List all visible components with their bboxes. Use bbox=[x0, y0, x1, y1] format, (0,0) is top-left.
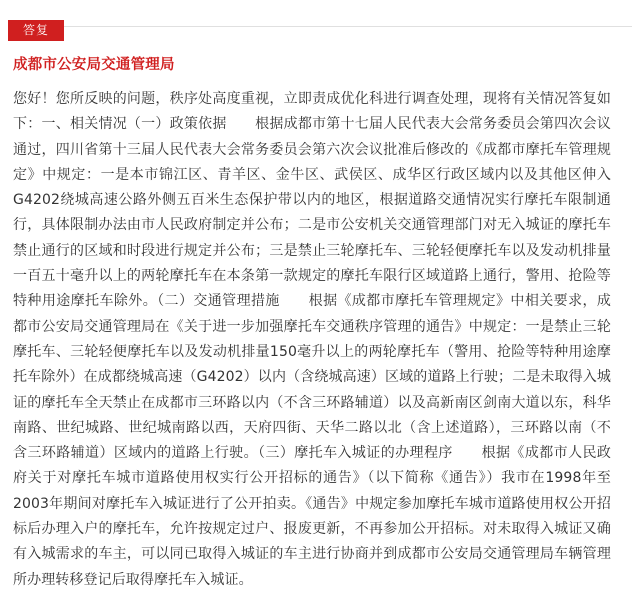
org-name: 成都市公安局交通管理局 bbox=[13, 57, 175, 73]
reply-body: 您好！您所反映的问题，秩序处高度重视，立即责成优化科进行调查处理，现将有关情况答复如下：一、相关情况（一）政策依据 根据成都市第十七届人民代表大会常务委员会第四次会议通过，四川省第十三届人民代表大会常务委员会第六次会议批准后修改的《成都市摩托车管理规定》中规定：一是本市锦江区、青羊区、金牛区、武侯区、成华区行政区域内以及其他区伸入G4202绕城高速公路外侧五百米生态保护带以内的地区，根据道路交通情况实行摩托车限制通行，具体限制办法由市人民政府制定并公布；二是市公安机关交通管理部门对无入城证的摩托车禁止通行的区域和时段进行规定并公布；三是禁止三轮摩托车、三轮轻便摩托车以及发动机排量一百五十毫升以上的两轮摩托车在本条第一款规定的摩托车限行区域道路上通行，警用、抢险等特种用途摩托车除外。（二）交通管理措施 根据《成都市摩托车管理规定》中相关要求，成都市公安局交通管理局在《关于进一步加强摩托车交通秩序管理的通告》中规定：一是禁止三轮摩托车、三轮轻便摩托车以及发动机排量150毫升以上的两轮摩托车（警用、抢险等特种用途摩托车除外）在成都绕城高速（G4202）以内（含绕城高速）区域的道路上行驶；二是未取得入城证的摩托车全天禁止在成都市三环路以内（不含三环路辅道）以及高新南区剑南大道以东，科华南路、世纪城路、世纪城南路以西，天府四街、天华二路以北（含上述道路），三环路以南（不含三环路辅道）区域内的道路上行驶。（三）摩托车入城证的办理程序 根据《成都市人民政府关于对摩托车城市道路使用权实行公开招标的通告》（以下简称《通告》）我市在1998年至2003年期间对摩托车入城证进行了公开拍卖。《通告》中规定参加摩托车城市道路使用权公开招标后办理入户的摩托车，允许按规定过户、报废更新，不再参加公开招标。对未取得入城证又确有入城需求的车主，可以同已取得入城证的车主进行协商并到成都市公安局交通管理局车辆管理所办理转移登记后取得摩托车入城证。 bbox=[13, 91, 611, 588]
header-divider bbox=[8, 26, 632, 27]
reply-tag: 答复 bbox=[8, 20, 64, 41]
